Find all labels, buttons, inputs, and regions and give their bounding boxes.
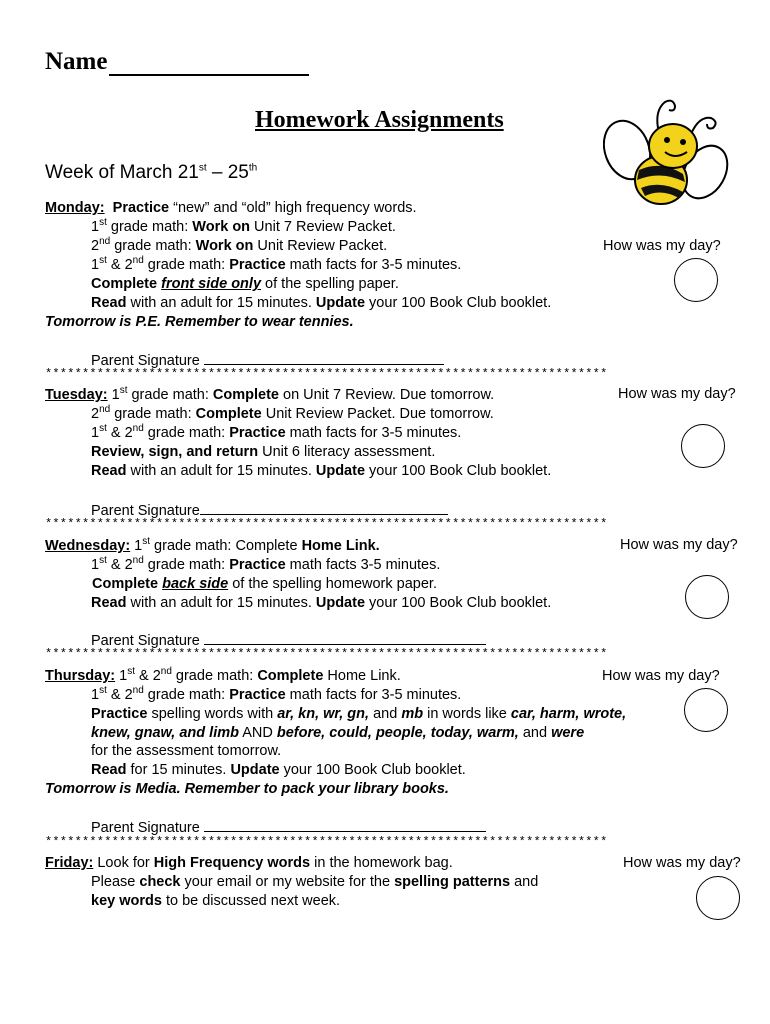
thursday-line-4: knew, gnaw, and limb AND before, could, people, today, warm, and were <box>91 725 585 741</box>
thursday-line-5: for the assessment tomorrow. <box>91 743 282 759</box>
friday-line-3: key words to be discussed next week. <box>91 893 341 909</box>
wednesday-signature-line[interactable] <box>204 630 486 645</box>
monday-note: Tomorrow is P.E. Remember to wear tennies. <box>45 314 354 330</box>
monday-line-5: Complete front side only of the spelling paper. <box>91 276 399 292</box>
thursday-rating-circle[interactable] <box>684 688 728 732</box>
monday-line-4: 1st & 2nd grade math: Practice math facts for 3-5 minutes. <box>91 255 462 273</box>
thursday-line-1: Thursday: 1st & 2nd grade math: Complete Home Link. <box>45 666 401 684</box>
thursday-line-6: Read for 15 minutes. Update your 100 Book Club booklet. <box>91 762 466 778</box>
friday-rating-circle[interactable] <box>696 876 740 920</box>
separator-stars: **************************************************************************** <box>45 517 608 531</box>
tuesday-how-was-my-day: How was my day? <box>618 386 736 402</box>
tuesday-line-5: Read with an adult for 15 minutes. Update your 100 Book Club booklet. <box>91 463 552 479</box>
tuesday-signature-line[interactable] <box>200 500 448 515</box>
tuesday-line-3: 1st & 2nd grade math: Practice math facts for 3-5 minutes. <box>91 423 462 441</box>
thursday-how-was-my-day: How was my day? <box>602 668 720 684</box>
tuesday-line-4: Review, sign, and return Unit 6 literacy assessment. <box>91 444 436 460</box>
wednesday-rating-circle[interactable] <box>685 575 729 619</box>
tuesday-parent-signature: Parent Signature <box>91 500 448 519</box>
friday-line-2: Please check your email or my website for the spelling patterns and <box>91 874 539 890</box>
thursday-note: Tomorrow is Media. Remember to pack your library books. <box>45 781 449 797</box>
name-blank-line <box>109 50 309 76</box>
bee-illustration <box>603 88 729 208</box>
wednesday-line-1: Wednesday: 1st grade math: Complete Home Link. <box>45 536 380 554</box>
friday-how-was-my-day: How was my day? <box>623 855 741 871</box>
wednesday-line-4: Read with an adult for 15 minutes. Update your 100 Book Club booklet. <box>91 595 552 611</box>
name-label: Name <box>45 48 309 76</box>
tuesday-line-1: Tuesday: 1st grade math: Complete on Unit 7 Review. Due tomorrow. <box>45 385 495 403</box>
separator-stars: **************************************************************************** <box>45 835 608 849</box>
week-heading: Week of March 21st – 25th <box>45 162 258 183</box>
page-title: Homework Assignments <box>255 107 504 133</box>
monday-line-6: Read with an adult for 15 minutes. Update your 100 Book Club booklet. <box>91 295 552 311</box>
monday-line-1: Monday: Practice “new” and “old” high frequency words. <box>45 200 417 216</box>
thursday-parent-signature: Parent Signature <box>91 817 486 836</box>
tuesday-rating-circle[interactable] <box>681 424 725 468</box>
thursday-signature-line[interactable] <box>204 817 486 832</box>
wednesday-line-2: 1st & 2nd grade math: Practice math facts 3-5 minutes. <box>91 555 441 573</box>
thursday-line-3: Practice spelling words with ar, kn, wr, gn, and mb in words like car, harm, wrote, <box>91 706 627 722</box>
separator-stars: **************************************************************************** <box>45 367 608 381</box>
tuesday-line-2: 2nd grade math: Complete Unit Review Packet. Due tomorrow. <box>91 404 494 422</box>
friday-line-1: Friday: Look for High Frequency words in the homework bag. <box>45 855 453 871</box>
monday-signature-line[interactable] <box>204 350 444 365</box>
wednesday-line-3: Complete back side of the spelling homework paper. <box>92 576 437 592</box>
monday-how-was-my-day: How was my day? <box>603 238 721 254</box>
monday-rating-circle[interactable] <box>674 258 718 302</box>
thursday-line-2: 1st & 2nd grade math: Practice math facts for 3-5 minutes. <box>91 685 462 703</box>
separator-stars: **************************************************************************** <box>45 647 608 661</box>
wednesday-how-was-my-day: How was my day? <box>620 537 738 553</box>
wednesday-parent-signature: Parent Signature <box>91 630 486 649</box>
monday-line-2: 1st grade math: Work on Unit 7 Review Packet. <box>91 217 396 235</box>
monday-parent-signature: Parent Signature <box>91 350 444 369</box>
monday-line-3: 2nd grade math: Work on Unit Review Packet. <box>91 236 388 254</box>
